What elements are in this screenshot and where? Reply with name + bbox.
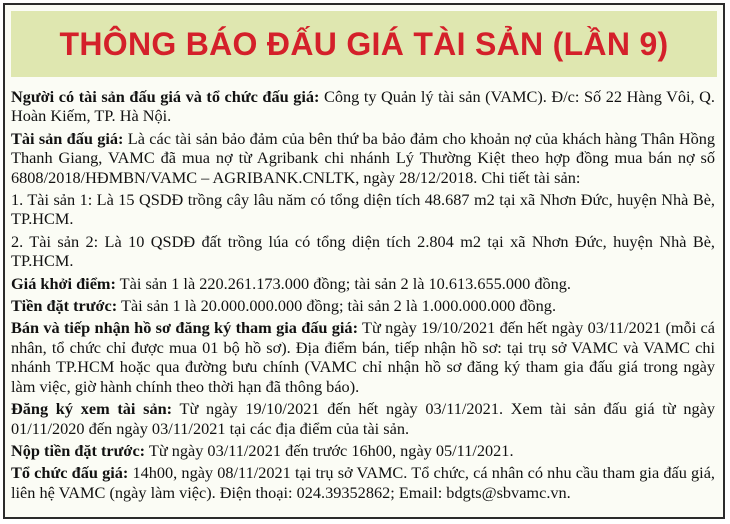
paragraph-auction-event [11, 463, 715, 502]
paragraph-deposit-payment [11, 441, 715, 460]
notice-body [11, 87, 715, 505]
paragraph-label: Tổ chức đấu giá: [11, 463, 129, 483]
paragraph-label: Bán và tiếp nhận hồ sơ đăng ký tham gia đấu giá: [11, 318, 358, 338]
paragraph-deposit [11, 296, 715, 315]
paragraph-label: Giá khởi điểm: [11, 273, 116, 293]
paragraph-text: Là các tài sản bảo đảm của bên thứ ba bảo đảm cho khoản nợ của khách hàng Thân Hồng Thanh Giang, VAMC đã mua nợ từ Agribank chi nhánh Lý Thường Kiệt theo hợp đồng mua bán nợ số 6808/2018/HĐMBN/VAMC – AGRIBANK.CNLTK, ngày 28/12/2018. Chi tiết tài sản: [11, 128, 715, 187]
paragraph-text: Tài sản 1 là 20.000.000.000 đồng; tài sản 2 là 1.000.000.000 đồng. [117, 296, 557, 316]
title-banner [11, 11, 717, 77]
notice-title: THÔNG BÁO ĐẤU GIÁ TÀI SẢN (LẦN 9) [59, 25, 669, 62]
paragraph-text: Công ty Quản lý tài sản (VAMC). Đ/c: Số 22 Hàng Vôi, Q. Hoàn Kiếm, TP. Hà Nội. [11, 87, 715, 126]
paragraph-asset-1 [11, 190, 715, 229]
paragraph-label: Tiền đặt trước: [11, 296, 118, 316]
paragraph-label: Đăng ký xem tài sản: [11, 399, 173, 419]
paragraph-text: Từ ngày 03/11/2021 đến trước 16h00, ngày 05/11/2021. [145, 440, 514, 460]
paragraph-label: Nộp tiền đặt trước: [11, 440, 146, 460]
paragraph-label: Người có tài sản đấu giá và tổ chức đấu giá: [11, 87, 320, 106]
paragraph-text: 1. Tài sản 1: Là 15 QSDĐ trồng cây lâu năm có tổng diện tích 48.687 m2 tại xã Nhơn Đức, huyện Nhà Bè, TP.HCM. [11, 190, 715, 229]
paragraph-viewing [11, 399, 715, 438]
paragraph-assets [11, 129, 715, 187]
paragraph-text: Tài sản 1 là 220.261.173.000 đồng; tài sản 2 là 10.613.655.000 đồng. [115, 273, 571, 293]
paragraph-text: 14h00, ngày 08/11/2021 tại trụ sở VAMC. Tổ chức, cá nhân có nhu cầu tham gia đấu giá, liên hệ VAMC (ngày làm việc). Điện thoại: 024.39352862; Email: bdgts@sbvamc.vn. [11, 463, 716, 502]
paragraph-registration [11, 318, 715, 396]
paragraph-text: Từ ngày 19/10/2021 đến hết ngày 03/11/2021. Xem tài sản đấu giá từ ngày 01/11/2020 đến ngày 03/11/2021 tại các địa điểm của tài sản. [11, 399, 715, 438]
paragraph-text: Từ ngày 19/10/2021 đến hết ngày 03/11/2021 (mỗi cá nhân, tổ chức chỉ được mua 01 bộ hồ sơ). Địa điểm bán, tiếp nhận hồ sơ: tại trụ sở VAMC và VAMC chi nhánh TP.HCM hoặc qua đường bưu chính (VAMC chỉ nhận hồ sơ đăng ký tham gia đấu giá trong ngày làm việc, giờ hành chính theo thời hạn đã thông báo). [11, 318, 715, 396]
paragraph-starting-price [11, 274, 715, 293]
paragraph-asset-2 [11, 232, 715, 271]
auction-notice [3, 3, 725, 519]
paragraph-seller [11, 87, 715, 126]
paragraph-text: 2. Tài sản 2: Là 10 QSDĐ đất trồng lúa có tổng diện tích 2.804 m2 tại xã Nhơn Đức, huyện Nhà Bè, TP.HCM. [11, 231, 715, 271]
paragraph-label: Tài sản đấu giá: [11, 128, 124, 148]
